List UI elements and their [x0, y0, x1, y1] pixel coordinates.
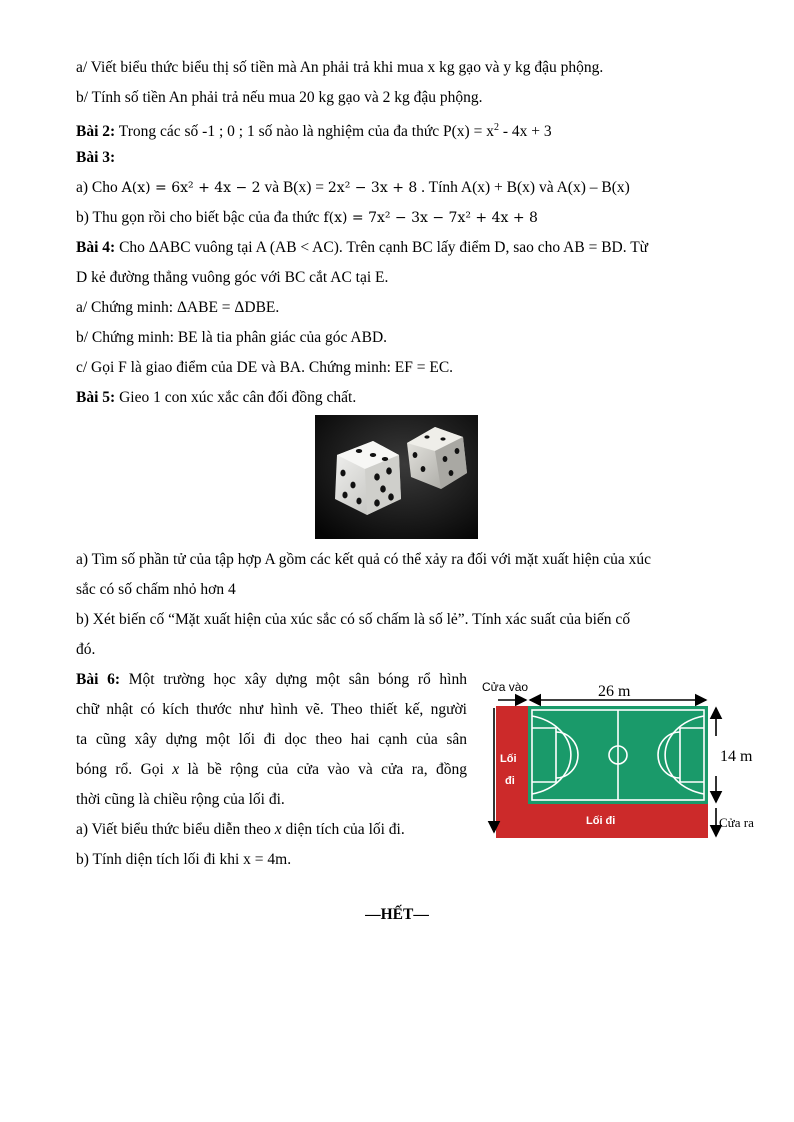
- bai6-line-5: thời cũng là chiều rộng của lối đi.: [76, 791, 285, 808]
- bai3a-polynomial-A: A(x) = 6x² + 4x − 2: [121, 180, 261, 196]
- bai5-part-b-line-2: đó.: [76, 641, 96, 658]
- bai5-line: [76, 388, 356, 408]
- bai3a-polynomial-B: 2x² − 3x + 8: [327, 180, 418, 196]
- bai6a-pre: a) Viết biểu thức biểu diễn theo: [76, 821, 275, 838]
- bai3-label: [76, 148, 115, 168]
- bai6-label: Bài 6:: [76, 671, 120, 688]
- bai5-part-a-line-2: sắc có số chấm nhỏ hơn 4: [76, 581, 236, 598]
- bai5-part-b-line-1: b) Xét biến cố “Mặt xuất hiện của xúc sắc có số chấm là số lẻ”. Tính xác suất của biến cố: [76, 611, 631, 628]
- bai5-part-a-line-1: a) Tìm số phần tử của tập hợp A gồm các kết quả có thể xảy ra đối với mặt xuất hiện của xúc: [76, 551, 652, 568]
- bai1-part-b: b/ Tính số tiền An phải trả nếu mua 20 kg gạo và 2 kg đậu phộng.: [76, 89, 483, 106]
- bai6-line-1: [76, 670, 467, 690]
- path-label-vertical-1: Lối: [500, 753, 517, 765]
- bai6-part-b: b) Tính diện tích lối đi khi x = 4m.: [76, 851, 292, 868]
- bai4-line-1: [76, 238, 648, 258]
- bai6-text-1: Một trường học xây dựng một sân bóng rổ hình: [120, 671, 467, 688]
- height-label: 14 m: [720, 748, 753, 765]
- bai6-l4-post: là bề rộng của cửa vào và cửa ra, đồng: [179, 761, 467, 778]
- bai6-l4-x: x: [172, 761, 180, 778]
- path-label-bottom: Lối đi: [586, 815, 616, 827]
- path-label-vertical-2: đi: [505, 775, 515, 787]
- end-marker: —HẾT—: [365, 906, 429, 923]
- bai1-part-a: a/ Viết biểu thức biểu thị số tiền mà An phải trả khi mua x kg gạo và y kg đậu phộng.: [76, 59, 604, 76]
- entrance-label: Cửa vào: [482, 680, 529, 694]
- bai3-part-b: [76, 208, 538, 228]
- bai4-part-a: a/ Chứng minh: ΔABE = ΔDBE.: [76, 299, 280, 316]
- bai6-l4-pre: bóng rổ. Gọi: [76, 761, 173, 778]
- basketball-court-diagram: [478, 676, 768, 846]
- bai3-part-a: [76, 178, 630, 198]
- bai2-tail: - 4x + 3: [498, 123, 552, 141]
- bai3-label-text: Bài 3:: [76, 149, 116, 166]
- bai4-label: Bài 4:: [76, 239, 116, 256]
- bai6-line-2: chữ nhật có kích thước như hình vẽ. Theo thiết kế, người: [76, 701, 467, 718]
- bai2-line: [76, 118, 552, 142]
- bai4-line-2: D kẻ đường thẳng vuông góc với BC cắt AC tại E.: [76, 269, 389, 286]
- width-label: 26 m: [598, 683, 631, 700]
- bai6-part-a: [76, 820, 405, 840]
- bai4-text: Cho ΔABC vuông tại A (AB < AC). Trên cạnh BC lấy điểm D, sao cho AB = BD. Từ: [115, 239, 649, 256]
- bai4-part-c: c/ Gọi F là giao điểm của DE và BA. Chứng minh: EF = EC.: [76, 359, 454, 376]
- bai3a-prefix: a) Cho: [76, 179, 122, 196]
- bai5-label: Bài 5:: [76, 389, 116, 406]
- bai2-text: Trong các số -1 ; 0 ; 1 số nào là nghiệm của đa thức P(x) = x: [115, 123, 494, 141]
- exit-label: Cửa ra: [719, 815, 754, 830]
- bai6-line-4: [76, 760, 467, 780]
- bai3a-tail: . Tính A(x) + B(x) và A(x) – B(x): [417, 179, 630, 196]
- bai6-line-3: ta cũng xây dựng một lối đi dọc theo hai cạnh của sân: [76, 731, 467, 748]
- bai3a-middle: và B(x) =: [260, 179, 328, 196]
- bai6a-x: x: [274, 821, 282, 838]
- bai3b-prefix: b) Thu gọn rồi cho biết bậc của đa thức: [76, 209, 324, 226]
- bai5-text: Gieo 1 con xúc xắc cân đối đồng chất.: [115, 389, 357, 406]
- bai6a-post: diện tích của lối đi.: [281, 821, 405, 838]
- bai2-sup: 2: [493, 122, 499, 133]
- bai4-part-b: b/ Chứng minh: BE là tia phân giác của góc ABD.: [76, 329, 388, 346]
- bai2-label: Bài 2:: [76, 123, 116, 141]
- dice-image: [315, 415, 478, 539]
- bai3b-polynomial-f: f(x) = 7x² − 3x − 7x² + 4x + 8: [323, 210, 538, 226]
